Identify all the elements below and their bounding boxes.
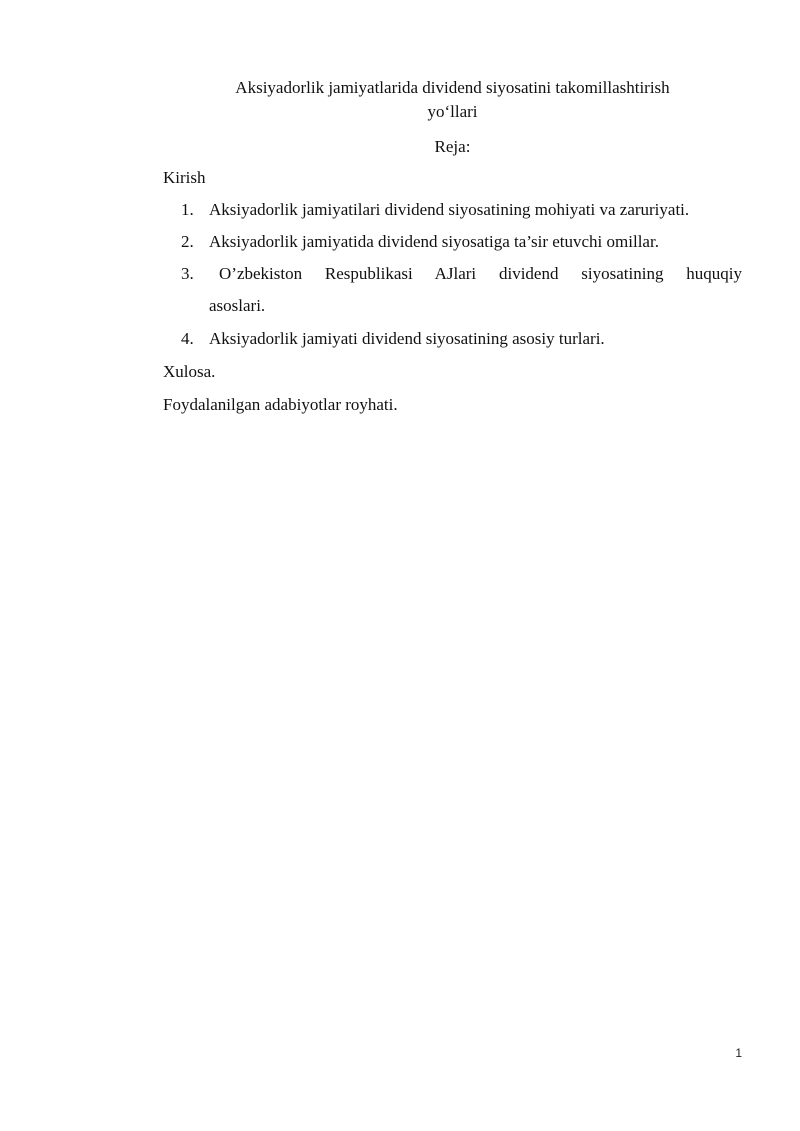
plan-item-2 bbox=[181, 230, 742, 254]
plan-item-4 bbox=[181, 327, 742, 351]
references-label: Foydalanilgan adabiyotlar royhati. bbox=[163, 395, 398, 414]
document-title bbox=[163, 76, 742, 124]
title-line-1: Aksiyadorlik jamiyatlarida dividend siyosatini takomillashtirish bbox=[235, 78, 670, 97]
plan-item-text: Aksiyadorlik jamiyati dividend siyosatining asosiy turlari. bbox=[209, 329, 605, 348]
title-line-2: yo‘llari bbox=[427, 102, 478, 121]
plan-item-text bbox=[209, 258, 742, 322]
intro-label: Kirish bbox=[163, 168, 206, 187]
plan-item-number: 3. bbox=[181, 264, 194, 283]
plan-item-number: 2. bbox=[181, 232, 194, 251]
plan-item-3 bbox=[181, 258, 742, 322]
plan-item-text-line-2: asoslari. bbox=[209, 296, 266, 315]
plan-item-number: 1. bbox=[181, 200, 194, 219]
conclusion-label: Xulosa. bbox=[163, 362, 216, 381]
plan-item-text: Aksiyadorlik jamiyatida dividend siyosatiga ta’sir etuvchi omillar. bbox=[209, 232, 659, 251]
plan-item-text-line-1: O’zbekiston Respublikasi AJlari dividend siyosatining huquqiy bbox=[219, 264, 742, 283]
plan-item-1 bbox=[181, 198, 742, 222]
page-number: 1 bbox=[735, 1046, 742, 1060]
plan-item-number: 4. bbox=[181, 329, 194, 348]
plan-heading: Reja: bbox=[434, 137, 471, 156]
plan-item-text: Aksiyadorlik jamiyatilari dividend siyosatining mohiyati va zaruriyati. bbox=[209, 200, 690, 219]
